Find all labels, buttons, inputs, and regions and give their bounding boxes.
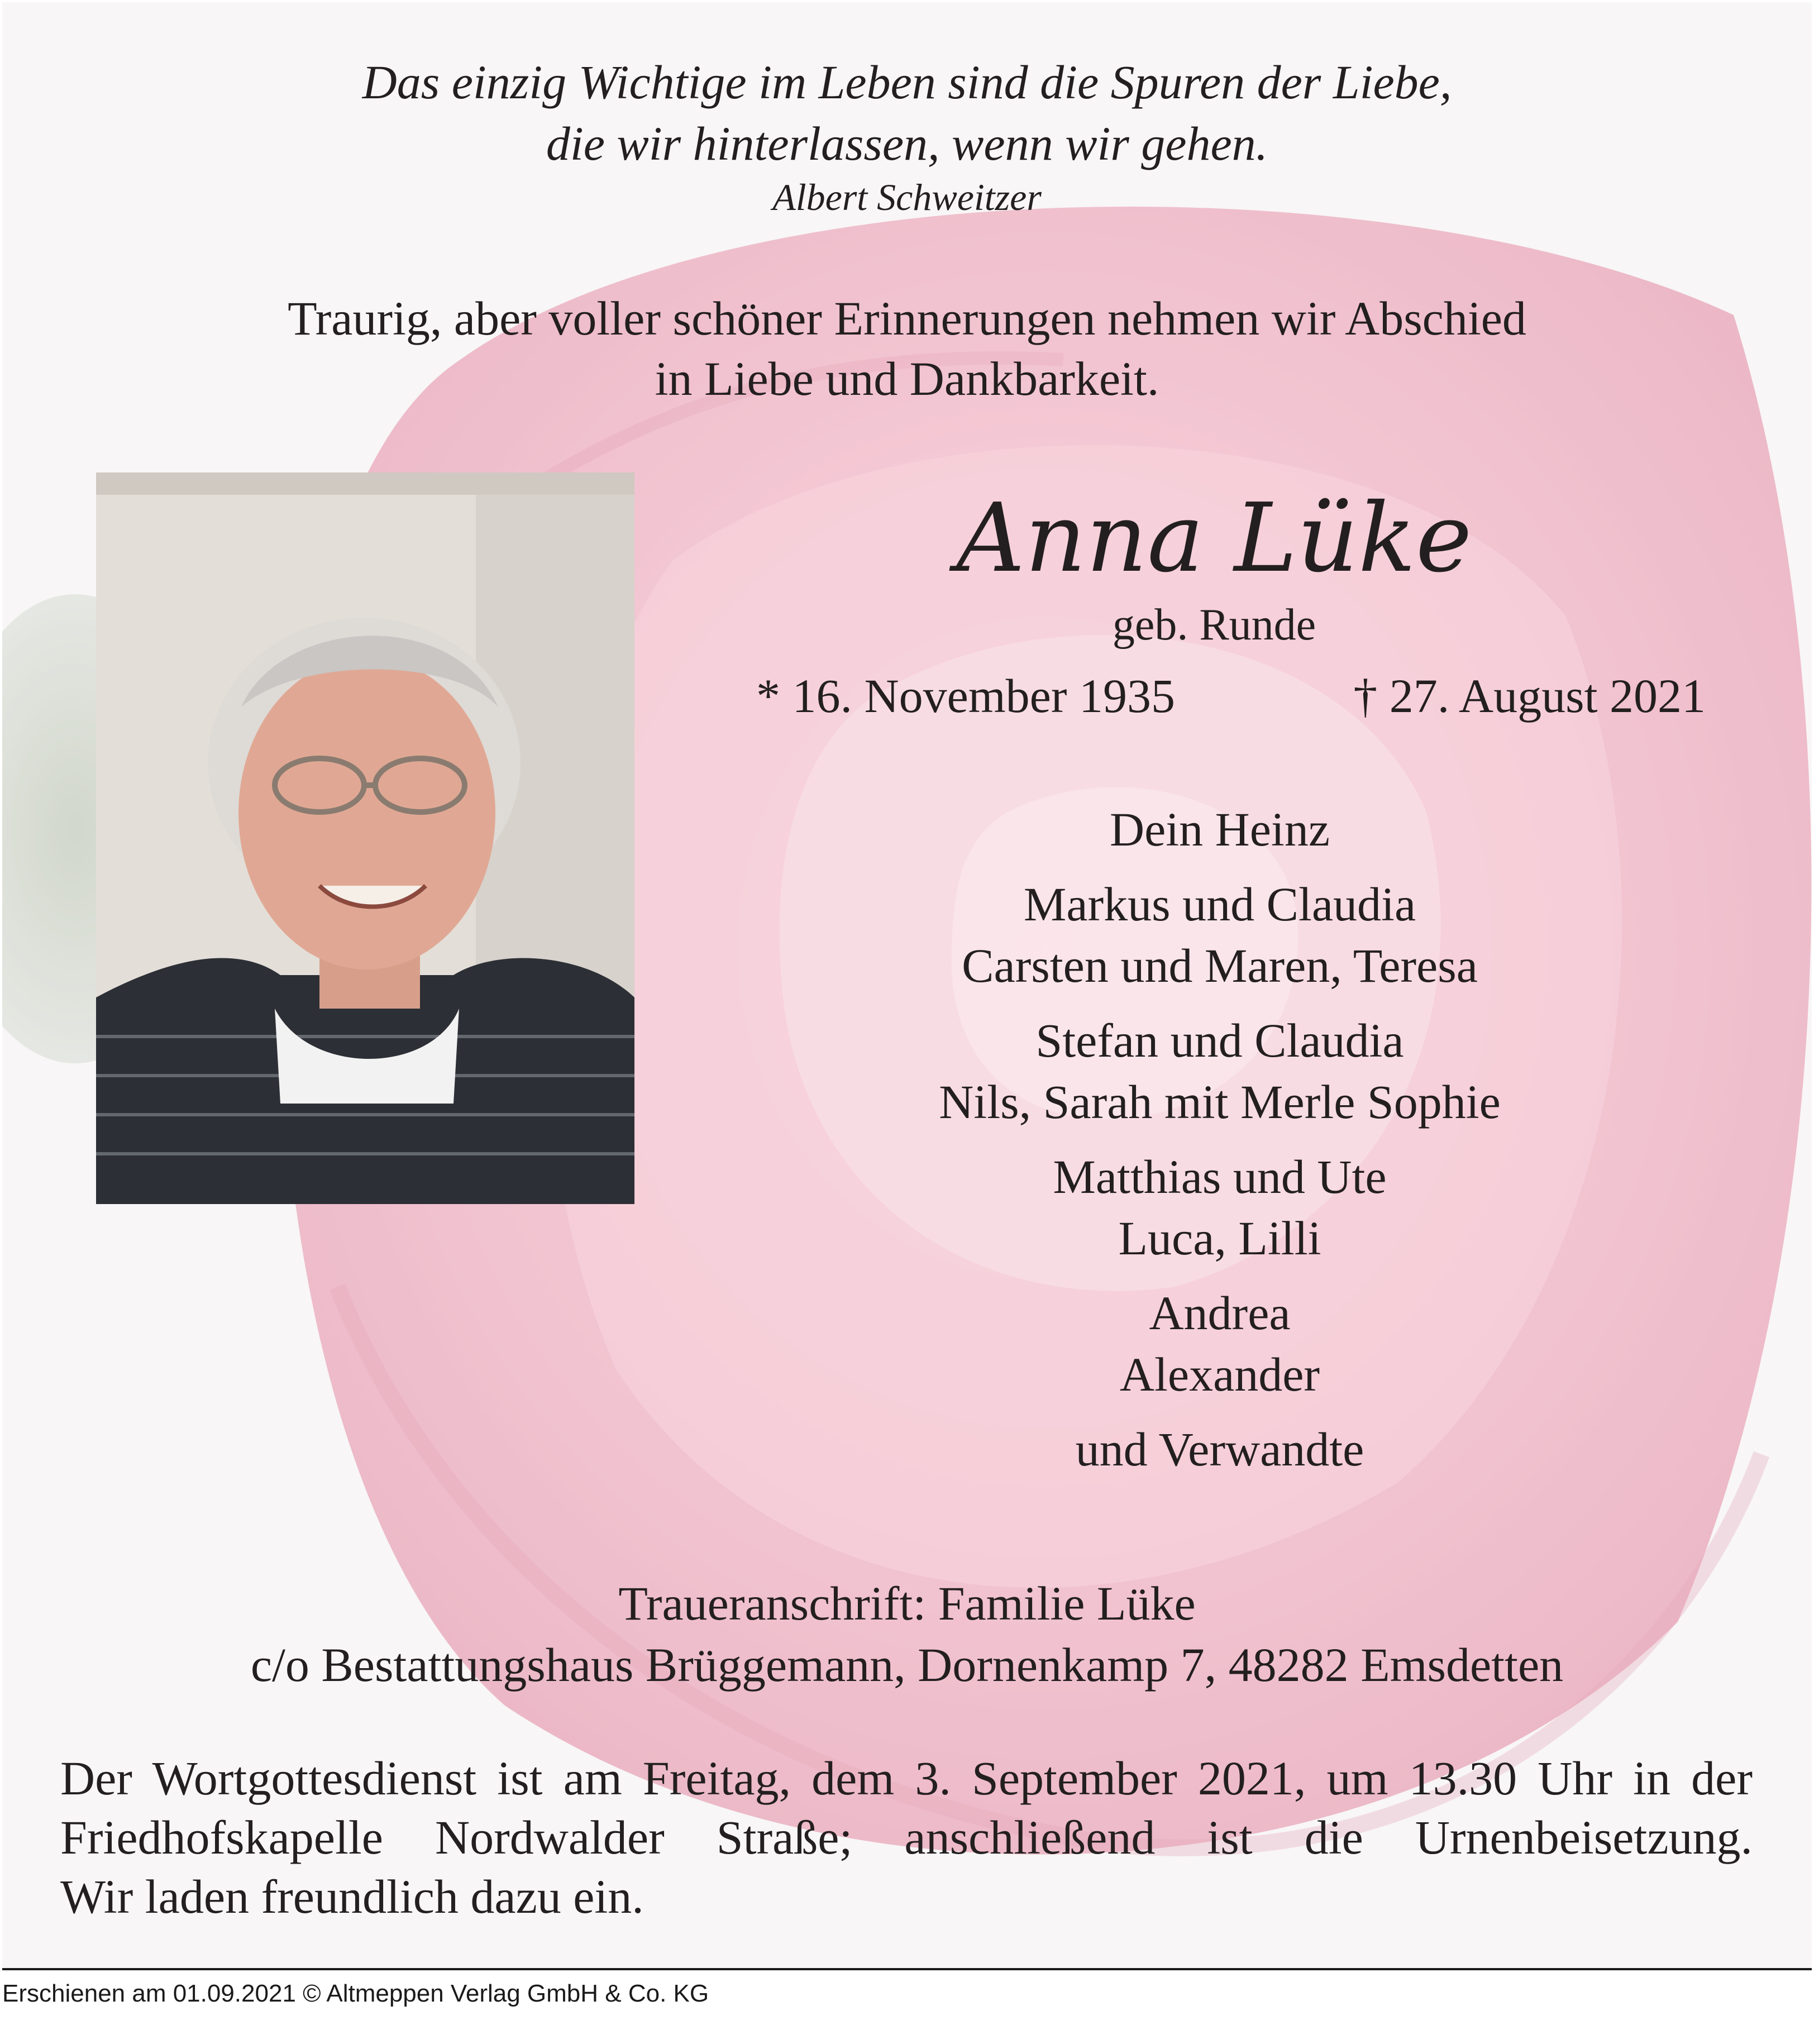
publication-footer: Erschienen am 01.09.2021 © Altmeppen Verlag GmbH & Co. KG xyxy=(2,1980,709,2007)
mourner-line: Markus und Claudia xyxy=(1023,877,1416,931)
mourner-line: Matthias und Ute xyxy=(1053,1150,1387,1204)
mourner-line: Alexander xyxy=(1119,1348,1320,1401)
mourners-list xyxy=(728,799,1711,1480)
farewell-line: in Liebe und Dankbarkeit. xyxy=(655,352,1159,405)
farewell-text xyxy=(2,288,1812,409)
birth-name: geb. Runde xyxy=(1112,600,1316,650)
mourner-line: Nils, Sarah mit Merle Sophie xyxy=(939,1075,1501,1129)
quote-line: die wir hinterlassen, wenn wir gehen. xyxy=(546,117,1268,170)
mourner-line: und Verwandte xyxy=(1075,1422,1364,1476)
service-line: Der Wortgottesdienst ist am Freitag, dem 3. September 2021, um 13.30 Uhr in der xyxy=(60,1751,1753,1805)
birth-date: * 16. November 1935 xyxy=(756,669,1175,723)
address-line: Traueranschrift: Familie Lüke xyxy=(618,1577,1196,1630)
service-line: Wir laden freundlich dazu ein. xyxy=(60,1870,644,1923)
deceased-name-text: Anna Lüke xyxy=(956,487,1472,594)
mourner-line: Stefan und Claudia xyxy=(1035,1014,1404,1067)
mourning-address xyxy=(2,1573,1812,1696)
mourner-line: Dein Heinz xyxy=(1109,803,1330,856)
obituary-notice xyxy=(2,2,1812,1970)
quote-line: Das einzig Wichtige im Leben sind die Spuren der Liebe, xyxy=(362,55,1452,109)
death-date: † 27. August 2021 xyxy=(1353,669,1706,723)
deceased-name-signature xyxy=(840,487,1588,610)
farewell-line: Traurig, aber voller schöner Erinnerungen nehmen wir Abschied xyxy=(288,292,1526,345)
portrait-photo xyxy=(96,472,634,1204)
mourner-line: Andrea xyxy=(1149,1286,1291,1340)
address-line: c/o Bestattungshaus Brüggemann, Dornenkamp 7, 48282 Emsdetten xyxy=(250,1638,1564,1692)
service-announcement xyxy=(60,1749,1753,1926)
quote-author: Albert Schweitzer xyxy=(772,176,1042,218)
service-line: Friedhofskapelle Nordwalder Straße; anschließend ist die Urnenbeisetzung. xyxy=(60,1811,1753,1864)
quote xyxy=(2,51,1812,174)
deceased-name xyxy=(840,487,1588,610)
mourner-line: Luca, Lilli xyxy=(1118,1211,1321,1265)
mourner-line: Carsten und Maren, Teresa xyxy=(962,939,1478,992)
